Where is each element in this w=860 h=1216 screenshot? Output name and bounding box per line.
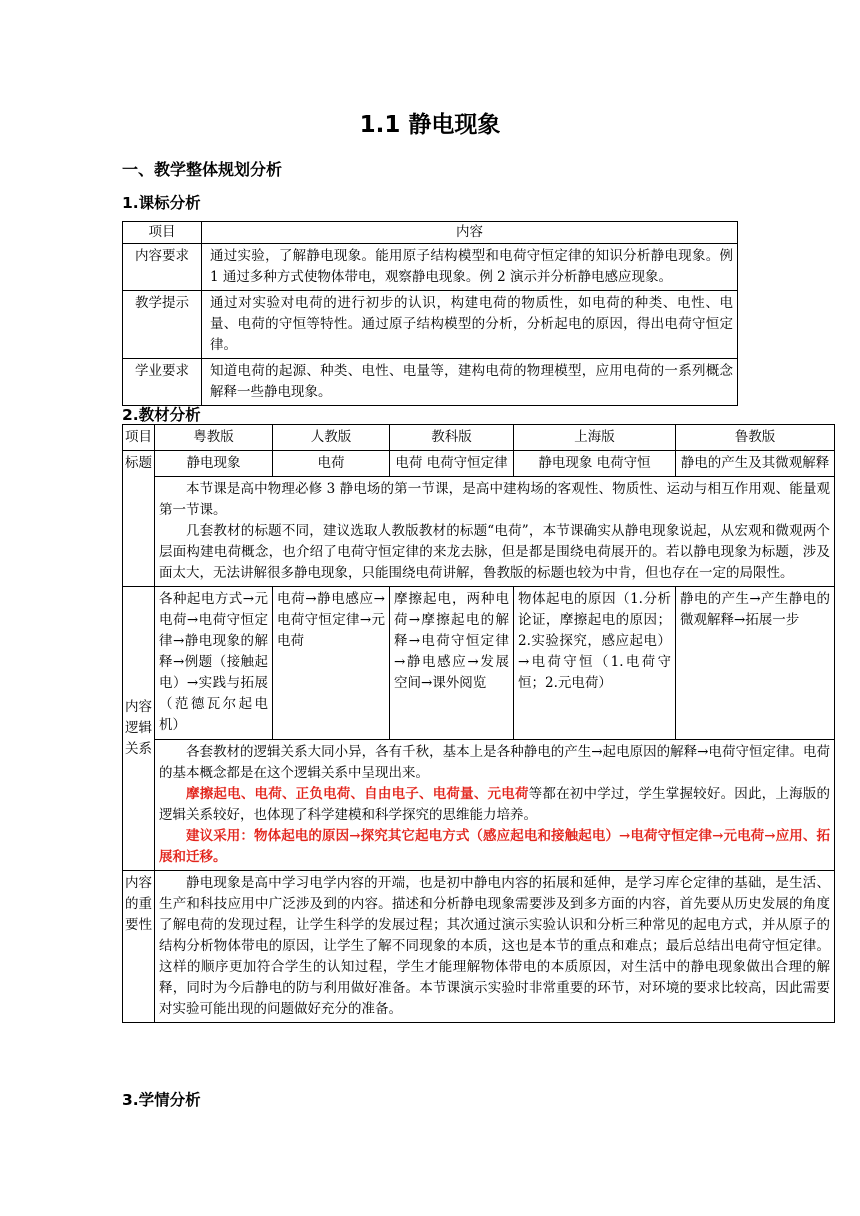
header-item: 项目 — [123, 425, 155, 451]
header-lujiao: 鲁教版 — [676, 425, 835, 451]
header-jiaoke: 教科版 — [390, 425, 514, 451]
note-paragraph: 几套教材的标题不同，建议选取人教版教材的标题“电荷”，本节课确实从静电现象说起，从宏观和微观两个层面构建电荷概念，也介绍了电荷守恒定律的来龙去脉，但是都是围绕电荷展开的。若以静电现象为标题，涉及面太大，无法讲解很多静电现象，只能围绕电荷讲解，鲁教版的标题也较为中肯，但也存在一定的局限性。 — [159, 523, 830, 581]
table-row — [123, 291, 738, 359]
table-header-row — [123, 222, 738, 244]
table-row — [123, 359, 738, 406]
logic-cell: 静电的产生→产生静电的微观解释→拓展一步 — [676, 587, 835, 740]
logic-cell: 电荷→静电感应→电荷守恒定律→元电荷 — [273, 587, 390, 740]
textbook-table — [122, 424, 835, 1023]
row-item: 教学提示 — [123, 291, 202, 359]
row-label-logic: 内容逻辑关系 — [123, 587, 155, 871]
table-header-row — [123, 425, 835, 451]
logic-cell: 摩擦起电，两种电荷→摩擦起电的解释→电荷守恒定律→静电感应→发展空间→课外阅览 — [390, 587, 514, 740]
note-paragraph: 本节课是高中物理必修 3 静电场的第一节课，是高中建构场的客观性、物质性、运动与相互作用观、能量观第一节课。 — [159, 481, 830, 518]
logic-notes — [155, 740, 835, 871]
subheading-textbook: 2.教材分析 — [122, 406, 201, 424]
importance-text-cell — [155, 871, 835, 1023]
title-cell: 电荷 — [273, 451, 390, 477]
row-item: 内容要求 — [123, 244, 202, 291]
row-content: 通过对实验对电荷的进行初步的认识，构建电荷的物质性，如电荷的种类、电性、电量、电荷的守恒等特性。通过原子结构模型的分析，分析起电的原因，得出电荷守恒定律。 — [202, 291, 738, 359]
row-content: 通过实验，了解静电现象。能用原子结构模型和电荷守恒定律的知识分析静电现象。例 1 通过多种方式使物体带电，观察静电现象。例 2 演示并分析静电感应现象。 — [202, 244, 738, 291]
page-title: 1.1 静电现象 — [359, 112, 501, 138]
logic-row — [123, 587, 835, 740]
note-paragraph: 各套教材的逻辑关系大同小异，各有千秋，基本上是各种静电的产生→起电原因的解释→电荷守恒定律。电荷的基本概念都是在这个逻辑关系中呈现出来。 — [159, 744, 830, 781]
row-content: 知道电荷的起源、种类、电性、电量等，建构电荷的物理模型，应用电荷的一系列概念解释一些静电现象。 — [202, 359, 738, 406]
logic-cell: 各种起电方式→元电荷→电荷守恒定律→静电现象的解释→例题（接触起电）→实践与拓展（范德瓦尔起电机） — [155, 587, 273, 740]
title-notes-row — [123, 477, 835, 587]
recommendation: 建议采用：物体起电的原因→探究其它起电方式（感应起电和接触起电）→电荷守恒定律→元电荷→应用、拓展和迁移。 — [159, 828, 830, 865]
importance-text: 静电现象是高中学习电学内容的开端，也是初中静电内容的拓展和延伸，是学习库仑定律的基础，是生活、生产和科技应用中广泛涉及到的内容。描述和分析静电现象需要涉及到多方面的内容，首先要从历史发展的角度了解电荷的发现过程，让学生科学的发展过程；其次通过演示实验认识和分析三种常见的起电方式，并从原子的结构分析物体带电的原因，让学生了解不同现象的本质，这也是本节的重点和难点；最后总结出电荷守恒定律。这样的顺序更加符合学生的认知过程，学生才能理解物体带电的本质原因，对生活中的静电现象做出合理的解释，同时为今后静电的防与利用做好准备。本节课演示实验时非常重要的环节，对环境的要求比较高，因此需要对实验可能出现的问题做好充分的准备。 — [159, 875, 830, 1017]
note-text: 等都在初中学过，学生掌握较好。因此，上海版的逻辑关系较好，也体现了科学建模和科学探究的思维能力培养。 — [159, 786, 831, 823]
title-notes — [155, 477, 835, 587]
importance-row — [123, 871, 835, 1023]
title-cell: 静电的产生及其微观解释 — [676, 451, 835, 477]
row-label-title: 标题 — [123, 451, 155, 587]
section-heading-planning: 一、教学整体规划分析 — [122, 160, 283, 179]
note-paragraph — [159, 784, 830, 826]
header-item: 项目 — [123, 222, 202, 244]
header-renjiao: 人教版 — [273, 425, 390, 451]
subheading-curriculum: 1.课标分析 — [122, 194, 201, 212]
highlight-concepts: 摩擦起电、电荷、正负电荷、自由电子、电荷量、元电荷 — [186, 786, 529, 802]
header-yuejiao: 粤教版 — [155, 425, 273, 451]
table-row — [123, 244, 738, 291]
logic-cell: 物体起电的原因（1.分析论证，摩擦起电的原因；2.实验探究，感应起电）→电荷守恒（1.电荷守恒；2.元电荷） — [514, 587, 676, 740]
curriculum-table — [122, 221, 738, 406]
title-cell: 静电现象 — [155, 451, 273, 477]
header-content: 内容 — [202, 222, 738, 244]
title-cell: 电荷 电荷守恒定律 — [390, 451, 514, 477]
title-row — [123, 451, 835, 477]
logic-notes-row — [123, 740, 835, 871]
subheading-learner: 3.学情分析 — [122, 1091, 201, 1109]
row-label-importance: 内容的重要性 — [123, 871, 155, 1023]
header-shanghai: 上海版 — [514, 425, 676, 451]
row-item: 学业要求 — [123, 359, 202, 406]
title-cell: 静电现象 电荷守恒 — [514, 451, 676, 477]
